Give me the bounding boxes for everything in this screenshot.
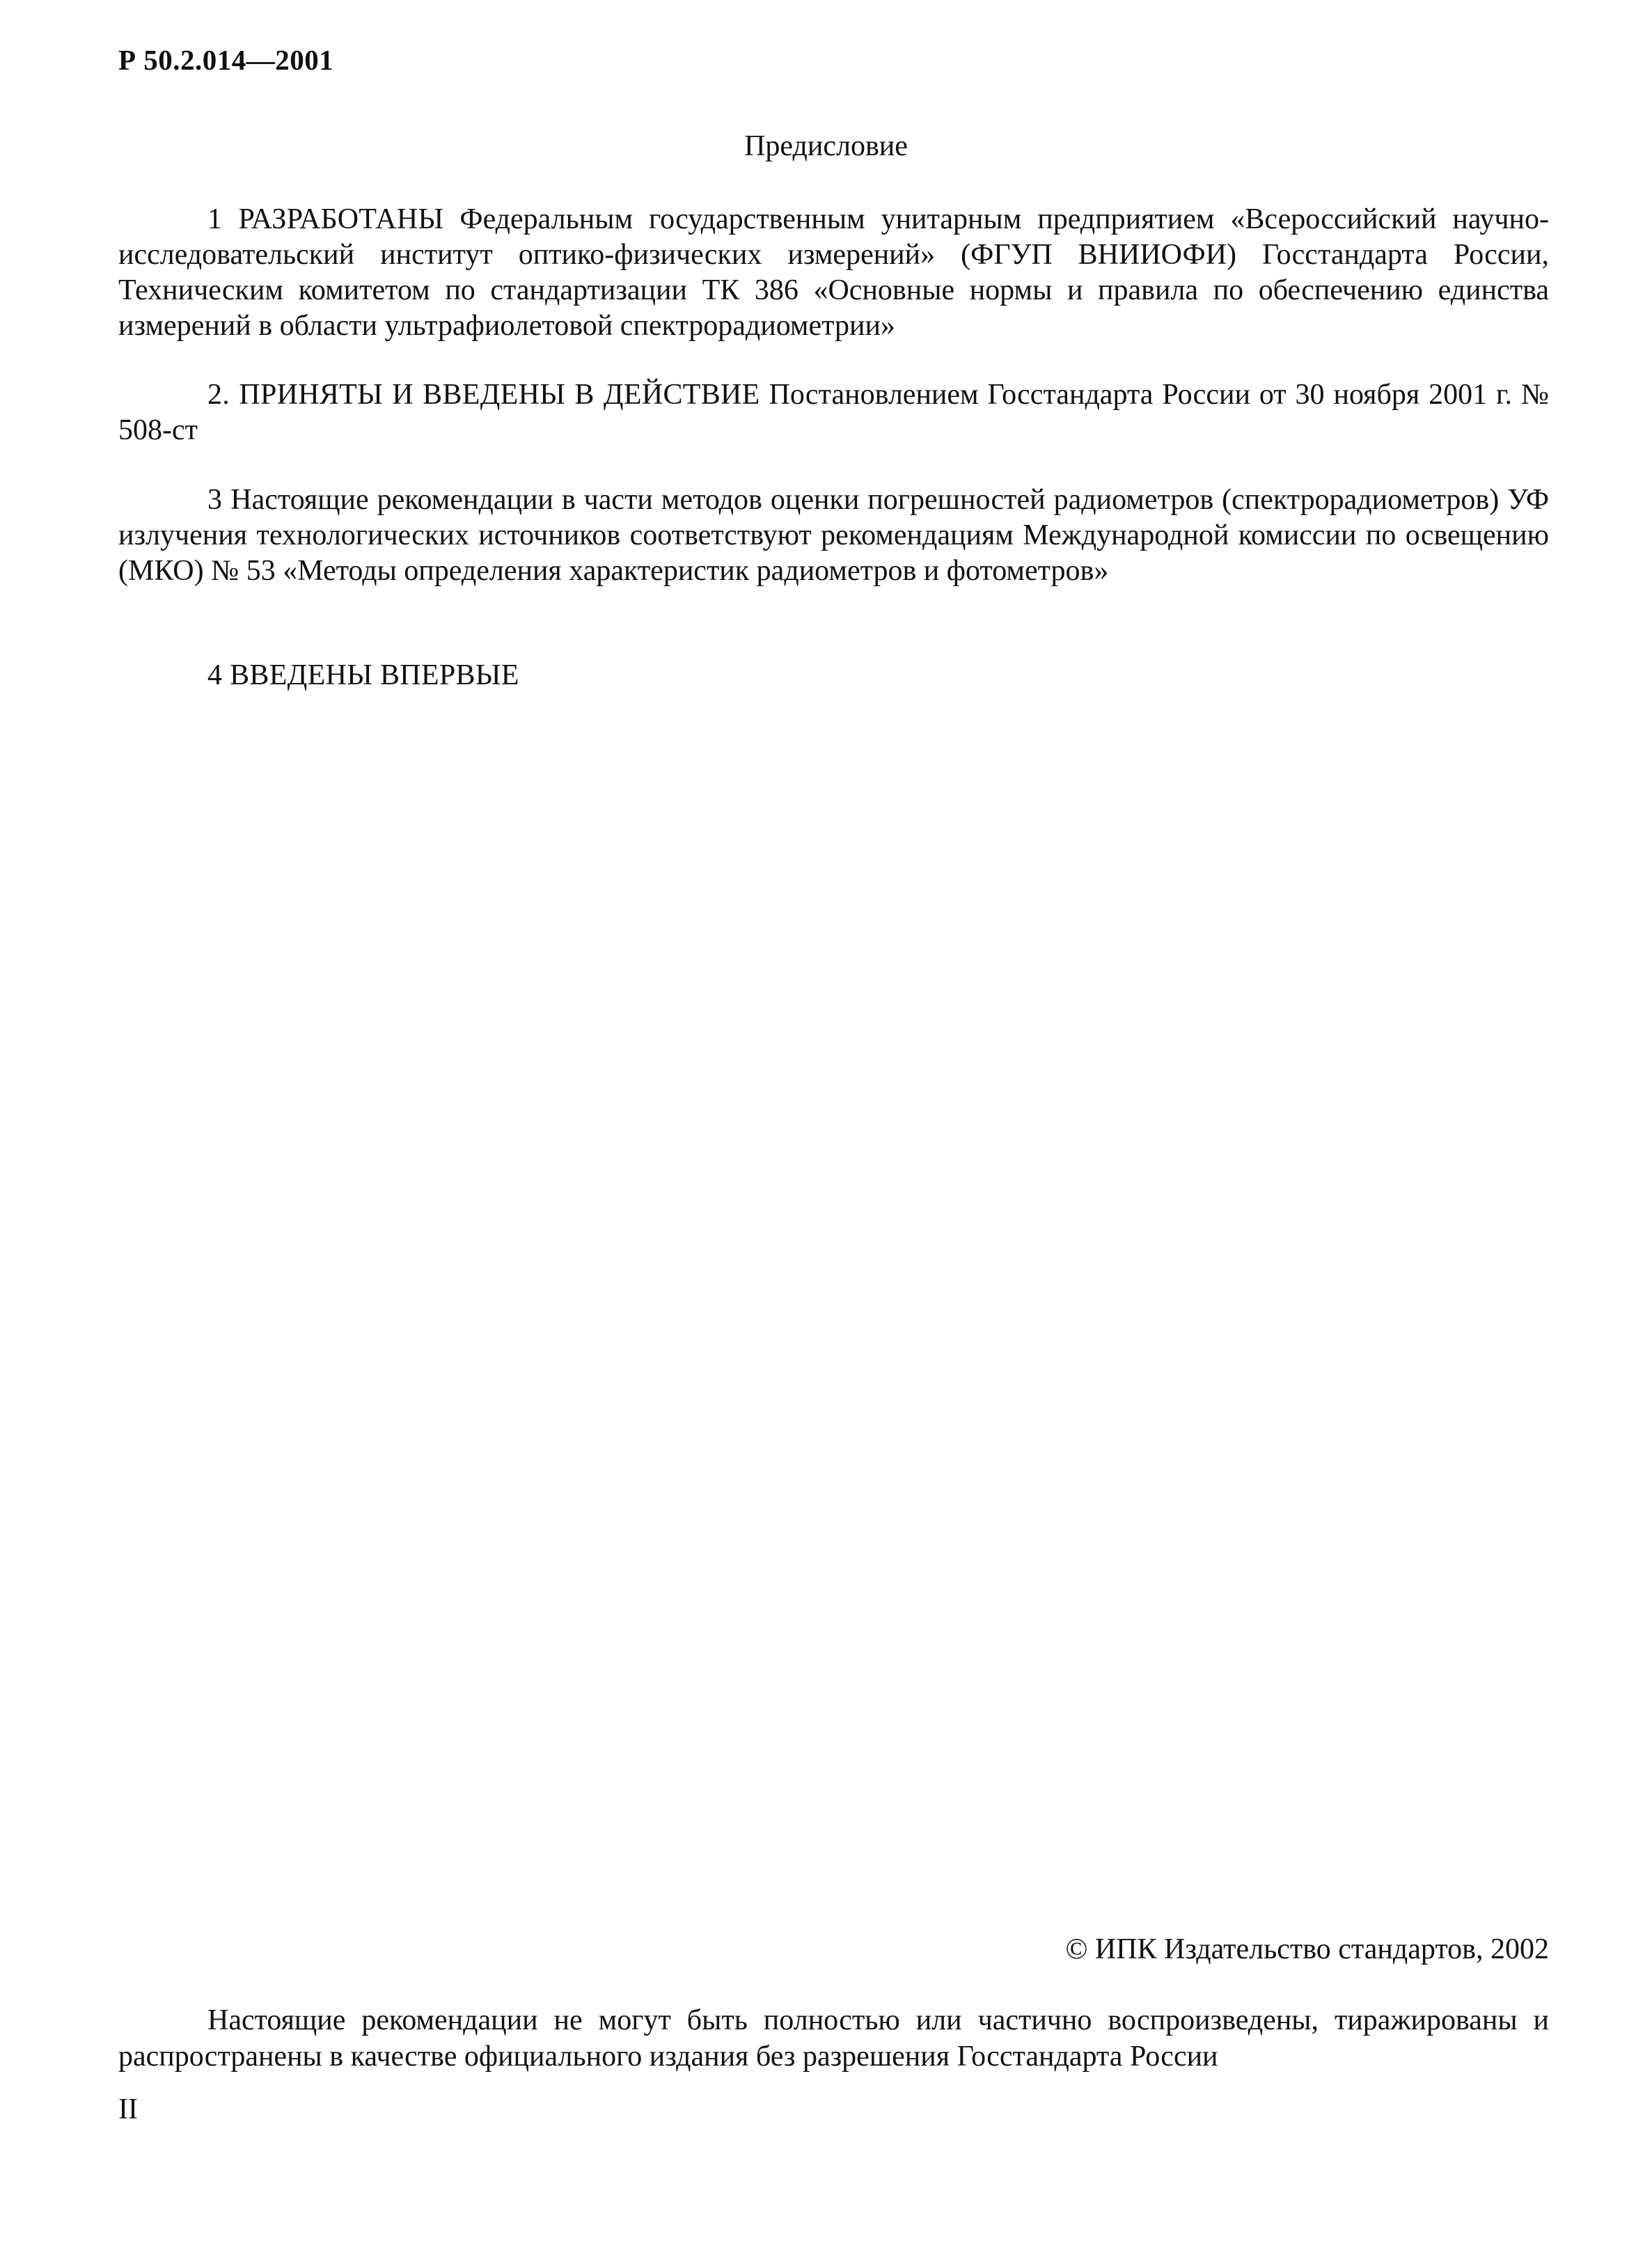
preface-item-4 [118,658,1549,693]
preface-item-2 [118,377,1549,448]
page-number: II [118,2093,138,2125]
preface-item-1-text: Федеральным государственным унитарным предприятием «Всероссийский научно-исследовательский институт оптико-физических измерений» (ФГУП ВНИИОФИ) Госстандарта России, Техническим комитетом по стандартизации ТК 386 «Основные нормы и правила по обеспечению единства измерений в области ультрафиолетовой спектрорадиометрии» [118,203,1549,342]
preface-item-1-lead: 1 РАЗРАБОТАНЫ [207,203,444,235]
document-code: Р 50.2.014—2001 [118,44,334,76]
preface-item-3 [118,482,1549,589]
preface-item-2-text: Постановлением Госстандарта России от 30 ноября 2001 г. № 508-ст [118,379,1549,446]
preface-item-1 [118,202,1549,344]
reproduction-notice: Настоящие рекомендации не могут быть полностью или частично воспроизведены, тиражированы и распространены в качестве официального издания без разрешения Госстандарта России [118,2004,1549,2073]
copyright-line: © ИПК Издательство стандартов, 2002 [1065,1933,1549,1965]
preface-item-3-lead: 3 [207,484,223,516]
preface-title: Предисловие [744,130,908,162]
preface-item-4-lead: 4 ВВЕДЕНЫ ВПЕРВЫЕ [207,659,519,691]
preface-item-2-lead: 2. ПРИНЯТЫ И ВВЕДЕНЫ В ДЕЙСТВИЕ [207,379,760,411]
preface-item-3-text: Настоящие рекомендации в части методов оценки погрешностей радиометров (спектрорадиометров) УФ излучения технологических источников соответствуют рекомендациям Международной комиссии по освещению (МКО) № 53 «Методы определения характеристик радиометров и фотометров» [118,484,1549,587]
